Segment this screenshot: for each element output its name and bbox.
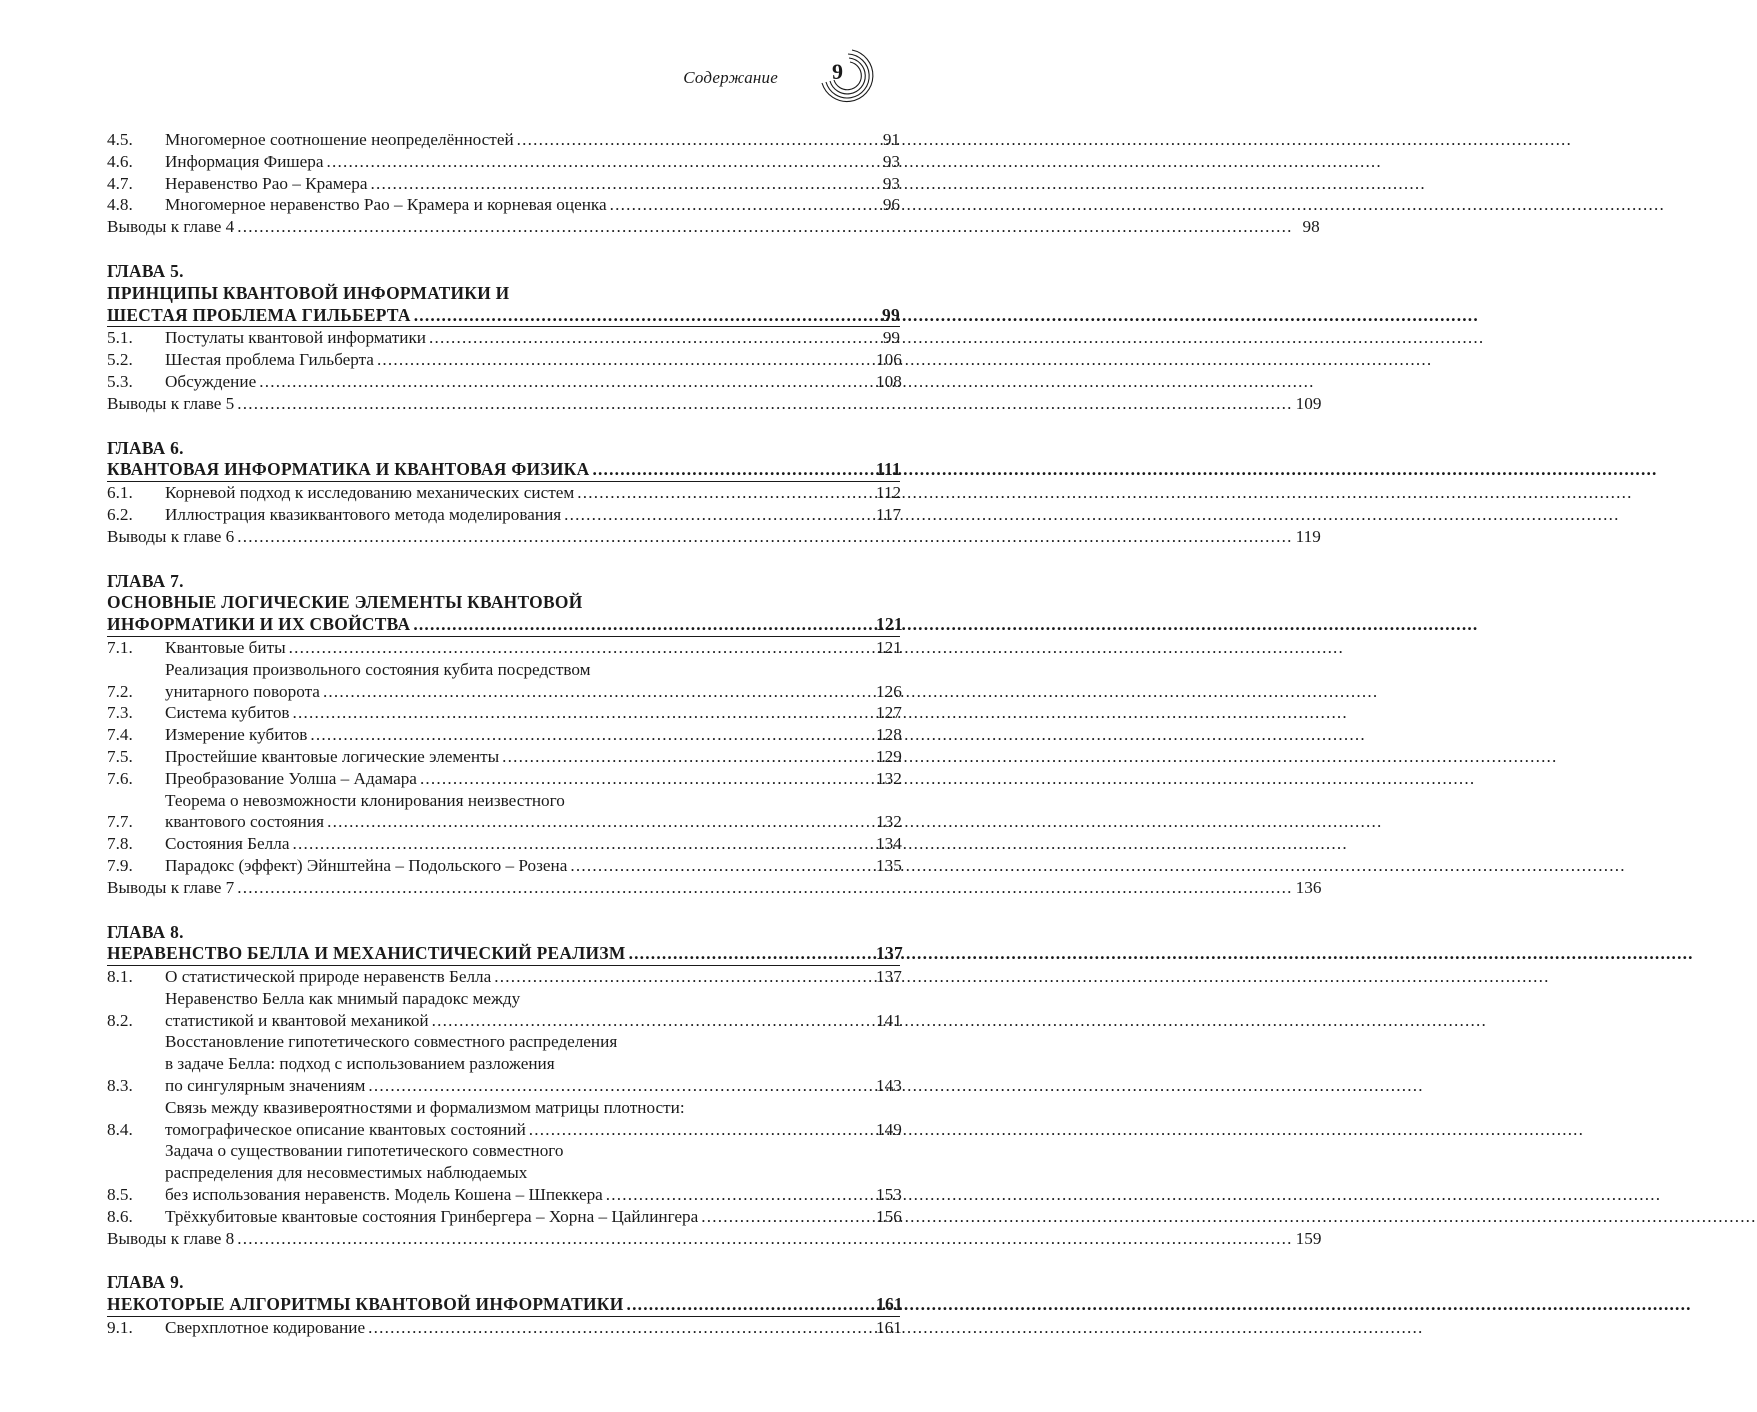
section-title-line: Неравенство Белла как мнимый парадокс между [165,988,521,1008]
section-title-lines [165,194,900,216]
chapter-block [107,437,1321,548]
section-title-last-line [165,349,900,371]
page-number: 106 [876,350,902,370]
section-title-line: в задаче Белла: подход с использованием разложения [165,1054,555,1074]
dot-leader [368,1075,873,1097]
section-number: 4.6. [107,151,133,171]
toc-entry[interactable] [107,988,900,1032]
section-title-line: Неравенство Рао – Крамера [165,173,368,193]
page-number: 136 [1295,877,1322,897]
section-title-line: Многомерное соотношение неопределённостей [165,130,514,149]
chapter-title-line: ПРИНЦИПЫ КВАНТОВОЙ ИНФОРМАТИКИ И [107,282,510,303]
chapter-title-line: ИНФОРМАТИКИ И ИХ СВОЙСТВА [107,614,411,635]
dot-leader [414,305,873,327]
section-title-line: Корневой подход к исследованию механических систем [165,483,575,503]
dot-leader [564,504,873,526]
section-number: 8.4. [107,1119,133,1139]
section-title [165,724,900,746]
page-number: 127 [876,703,902,723]
section-title-line: Обсуждение [165,371,257,391]
dot-leader [293,702,873,724]
summary-title: Выводы к главе 4 [107,217,235,237]
section-number: 8.3. [107,1076,133,1096]
section-title [165,327,900,349]
dot-leader [237,393,1292,415]
summary-line [107,216,1320,238]
toc-entry[interactable] [107,482,900,504]
section-number: 4.7. [107,173,133,193]
summary-line [107,393,1321,415]
section-title-last-line [165,129,900,151]
page-number: 117 [876,504,902,524]
page-number: 91 [882,130,900,149]
page-number: 161 [876,1318,902,1338]
dot-leader [610,194,873,216]
section-title-last-line [165,371,900,393]
page-number: 159 [1295,1228,1322,1248]
chapter-page-number: 111 [876,459,902,480]
toc-entry[interactable] [107,194,900,216]
chapter-page-number: 121 [876,614,903,635]
chapter-label: ГЛАВА 6. [107,437,184,458]
dot-leader [701,1206,873,1228]
section-title-last-line [165,1075,900,1097]
page-number: 134 [876,834,902,854]
chapter-summary-entry[interactable] [107,1228,1322,1250]
section-title-last-line [165,151,900,173]
page-number: 153 [876,1185,902,1205]
toc-entry[interactable] [107,371,900,393]
section-title-lines [165,702,900,724]
section-title-lines [165,504,900,526]
section-title-line: Реализация произвольного состояния кубита посредством [165,659,591,679]
section-title-last-line [165,1317,900,1339]
page-number: 143 [876,1076,902,1096]
section-title-lines [165,151,900,173]
chapter-label: ГЛАВА 5. [107,260,184,281]
dot-leader [413,614,873,636]
section-title-last-line [165,482,900,504]
section-title [165,371,900,393]
section-number: 7.1. [107,637,133,657]
chapter-heading-entry[interactable] [107,305,900,328]
section-title-line: распределения для несовместимых наблюдаемых [165,1163,528,1183]
section-title-last-line [165,855,900,877]
page-number: 98 [1302,217,1320,237]
chapter-title-line: ОСНОВНЫЕ ЛОГИЧЕСКИЕ ЭЛЕМЕНТЫ КВАНТОВОЙ [107,592,583,613]
section-title-line: по сингулярным значениям [165,1076,366,1096]
toc-entry[interactable] [107,151,900,173]
chapter-title-line: НЕКОТОРЫЕ АЛГОРИТМЫ КВАНТОВОЙ ИНФОРМАТИКИ [107,1294,624,1315]
section-number: 7.3. [107,703,133,723]
dot-leader [517,129,873,151]
section-title-lines [165,371,900,393]
section-title-line: Трёхкубитовые квантовые состояния Гринбергера – Хорна – Цайлингера [165,1206,699,1226]
dot-leader [237,526,1292,548]
dot-leader [310,724,873,746]
dot-leader [292,833,873,855]
chapter-block [107,1272,903,1338]
summary-title: Выводы к главе 7 [107,877,235,897]
section-title-last-line [165,173,900,195]
section-title-line: томографическое описание квантовых состояний [165,1119,526,1139]
table-of-contents [107,129,1322,1339]
section-number: 6.2. [107,504,133,524]
section-title-line: Задача о существовании гипотетического совместного [165,1141,564,1161]
chapter-label: ГЛАВА 7. [107,570,184,591]
section-number: 8.6. [107,1206,133,1226]
section-title [165,790,900,834]
chapter-heading-entry[interactable] [107,943,903,966]
section-title [165,129,900,151]
toc-entry[interactable] [107,966,900,988]
toc-entry[interactable] [107,833,900,855]
section-number: 4.5. [107,130,133,149]
toc-entry[interactable] [107,637,900,659]
section-title-last-line [165,966,900,988]
section-title-lines [165,1206,900,1228]
page-number-badge-icon [818,48,874,104]
section-title [165,1140,900,1205]
toc-entry[interactable] [107,1097,900,1141]
chapter-heading-entry[interactable] [107,614,903,637]
toc-entry[interactable] [107,768,900,790]
dot-leader [494,966,873,988]
page-number: 149 [876,1119,902,1139]
section-title-last-line [165,327,900,349]
section-title-line: Простейшие квантовые логические элементы [165,746,500,766]
dot-leader [377,349,873,371]
section-title [165,702,900,724]
section-title [165,637,900,659]
section-title-lines [165,746,900,768]
toc-entry[interactable] [107,724,900,746]
section-title-line: Связь между квазивероятностями и формализмом матрицы плотности: [165,1097,685,1117]
section-number: 7.9. [107,855,133,875]
toc-entry[interactable] [107,659,900,703]
section-title-lines [165,833,900,855]
section-title-line: Состояния Белла [165,834,290,854]
toc-entry[interactable] [107,855,900,877]
dot-leader [289,637,873,659]
summary-title: Выводы к главе 5 [107,393,235,413]
chapter-title-line: ШЕСТАЯ ПРОБЛЕМА ГИЛЬБЕРТА [107,304,411,325]
toc-entry[interactable] [107,504,900,526]
section-title-last-line [165,637,900,659]
section-title [165,1097,900,1141]
section-title-last-line [165,194,900,216]
section-number: 8.2. [107,1010,133,1030]
page-number: 141 [876,1010,902,1030]
section-number: 7.2. [107,681,133,701]
section-number: 5.1. [107,328,133,348]
page-number: 129 [876,746,902,766]
dot-leader [529,1119,873,1141]
section-title-last-line [165,724,900,746]
section-title-last-line [165,768,900,790]
section-title-lines [165,637,900,659]
section-title-last-line [165,681,900,703]
summary-line [107,526,1321,548]
toc-entry[interactable] [107,1317,900,1339]
section-title-last-line [165,1010,900,1032]
toc-entry[interactable] [107,1140,900,1205]
section-title-line: статистикой и квантовой механикой [165,1010,429,1030]
chapter-block [107,921,1322,1250]
section-title-line: Информация Фишера [165,151,324,171]
section-title [165,1031,900,1096]
chapter-4-tail [107,129,1320,238]
section-number: 7.8. [107,834,133,854]
dot-leader [327,811,873,833]
page-number: 93 [882,151,900,171]
section-number: 7.4. [107,725,133,745]
chapter-title-line: КВАНТОВАЯ ИНФОРМАТИКА И КВАНТОВАЯ ФИЗИКА [107,459,590,480]
page-number: 96 [882,195,900,215]
page-number: 126 [876,681,902,701]
section-title-line: О статистической природе неравенств Белла [165,967,492,987]
page-number: 156 [876,1206,902,1226]
chapter-title-line: НЕРАВЕНСТВО БЕЛЛА И МЕХАНИСТИЧЕСКИЙ РЕАЛИЗМ [107,943,626,964]
section-title-last-line [165,746,900,768]
section-title-line: Иллюстрация квазиквантового метода моделирования [165,504,562,524]
page-number: 137 [876,967,902,987]
section-title [165,194,900,216]
section-title [165,966,900,988]
section-title-line: Система кубитов [165,703,290,723]
section-title-line: Постулаты квантовой информатики [165,328,426,348]
section-title-lines [165,790,900,834]
section-title-line: Сверхплотное кодирование [165,1318,366,1338]
chapter-block [107,570,1322,899]
toc-entry[interactable] [107,746,900,768]
dot-leader [606,1184,873,1206]
chapter-heading-entry[interactable] [107,459,900,482]
section-title-line: Преобразование Уолша – Адамара [165,768,417,788]
dot-leader [432,1010,873,1032]
chapter-page-number: 161 [876,1294,903,1315]
toc-entry[interactable] [107,790,900,834]
section-title-line: без использования неравенств. Модель Кошена – Шпеккера [165,1185,603,1205]
section-title [165,482,900,504]
page-number: 112 [876,483,902,503]
dot-leader [629,943,873,965]
section-title-last-line [165,1184,900,1206]
summary-title: Выводы к главе 6 [107,526,235,546]
dot-leader [502,746,873,768]
toc-entry[interactable] [107,173,900,195]
section-title [165,349,900,371]
section-number: 9.1. [107,1318,133,1338]
toc-entry[interactable] [107,1206,900,1228]
chapter-label: ГЛАВА 9. [107,1272,184,1293]
section-number: 6.1. [107,483,133,503]
section-number: 8.5. [107,1185,133,1205]
section-number: 7.7. [107,812,133,832]
section-number: 7.5. [107,746,133,766]
section-title-line: Парадокс (эффект) Эйнштейна – Подольского – Розена [165,855,568,875]
section-title-line: квантового состояния [165,812,325,832]
page-number: 108 [876,371,902,391]
page-number: 121 [876,637,902,657]
section-title-last-line [165,811,900,833]
section-title [165,151,900,173]
section-title-last-line [165,504,900,526]
section-title-line: унитарного поворота [165,681,320,701]
section-title [165,1206,900,1228]
toc-entry[interactable] [107,349,900,371]
section-title-line: Квантовые биты [165,637,286,657]
section-title [165,833,900,855]
page-number: 9 [832,59,843,84]
running-title: Содержание [683,68,778,87]
toc-entry[interactable] [107,1031,900,1096]
dot-leader [592,459,873,481]
chapter-label: ГЛАВА 8. [107,921,184,942]
section-title-lines [165,659,900,703]
page-number: 99 [882,328,900,348]
section-title-last-line [165,702,900,724]
dot-leader [237,1228,1292,1250]
section-number: 5.3. [107,371,133,391]
section-title-line: Теорема о невозможности клонирования неизвестного [165,790,565,810]
chapter-block [107,260,1322,415]
section-title-last-line [165,1206,900,1228]
section-title-last-line [165,1119,900,1141]
page-number: 109 [1295,393,1322,413]
section-title-line: Восстановление гипотетического совместного распределения [165,1032,618,1052]
dot-leader [259,371,873,393]
dot-leader [368,1317,873,1339]
page-number: 132 [876,812,902,832]
section-number: 4.8. [107,195,133,215]
section-title-line: Измерение кубитов [165,725,308,745]
section-title-lines [165,173,900,195]
section-title-lines [165,966,900,988]
section-title [165,1317,900,1339]
dot-leader [577,482,873,504]
page-number: 132 [876,768,902,788]
section-title-last-line [165,833,900,855]
section-title [165,659,900,703]
dot-leader [237,877,1292,899]
section-title-lines [165,768,900,790]
summary-line [107,877,1321,899]
section-title-lines [165,482,900,504]
section-title-lines [165,1097,900,1141]
toc-entry[interactable] [107,327,900,349]
summary-line [107,1228,1321,1250]
section-title-lines [165,988,900,1032]
page-number: 93 [882,173,900,193]
dot-leader [429,327,873,349]
chapter-summary-entry[interactable] [107,526,1321,548]
dot-leader [570,855,873,877]
dot-leader [627,1294,873,1316]
section-title-lines [165,1317,900,1339]
dot-leader [323,681,873,703]
section-title-lines [165,1140,900,1205]
page-number: 119 [1295,526,1321,546]
section-title-lines [165,724,900,746]
section-title [165,855,900,877]
section-title [165,746,900,768]
chapter-page-number: 99 [882,304,900,325]
section-number: 8.1. [107,967,133,987]
chapter-heading-entry[interactable] [107,1294,903,1317]
section-number: 5.2. [107,350,133,370]
section-title [165,768,900,790]
section-title-lines [165,855,900,877]
section-title-lines [165,1031,900,1096]
summary-title: Выводы к главе 8 [107,1228,235,1248]
dot-leader [237,216,1292,238]
page-number: 135 [876,855,902,875]
dot-leader [420,768,873,790]
dot-leader [327,151,873,173]
section-title-lines [165,129,900,151]
toc-entry[interactable] [107,702,900,724]
page-number: 128 [876,725,902,745]
section-title-line: Шестая проблема Гильберта [165,350,374,370]
chapter-summary-entry[interactable] [107,877,1322,899]
chapter-summary-entry[interactable] [107,393,1322,415]
section-title-lines [165,349,900,371]
section-title [165,504,900,526]
section-title-line: Многомерное неравенство Рао – Крамера и корневая оценка [165,195,607,215]
section-number: 7.6. [107,768,133,788]
chapter-summary-entry[interactable] [107,216,1320,238]
section-title [165,988,900,1032]
toc-entry[interactable] [107,129,900,151]
dot-leader [371,173,873,195]
section-title [165,173,900,195]
chapter-page-number: 137 [876,943,903,964]
running-head [0,44,1000,104]
section-title-lines [165,327,900,349]
